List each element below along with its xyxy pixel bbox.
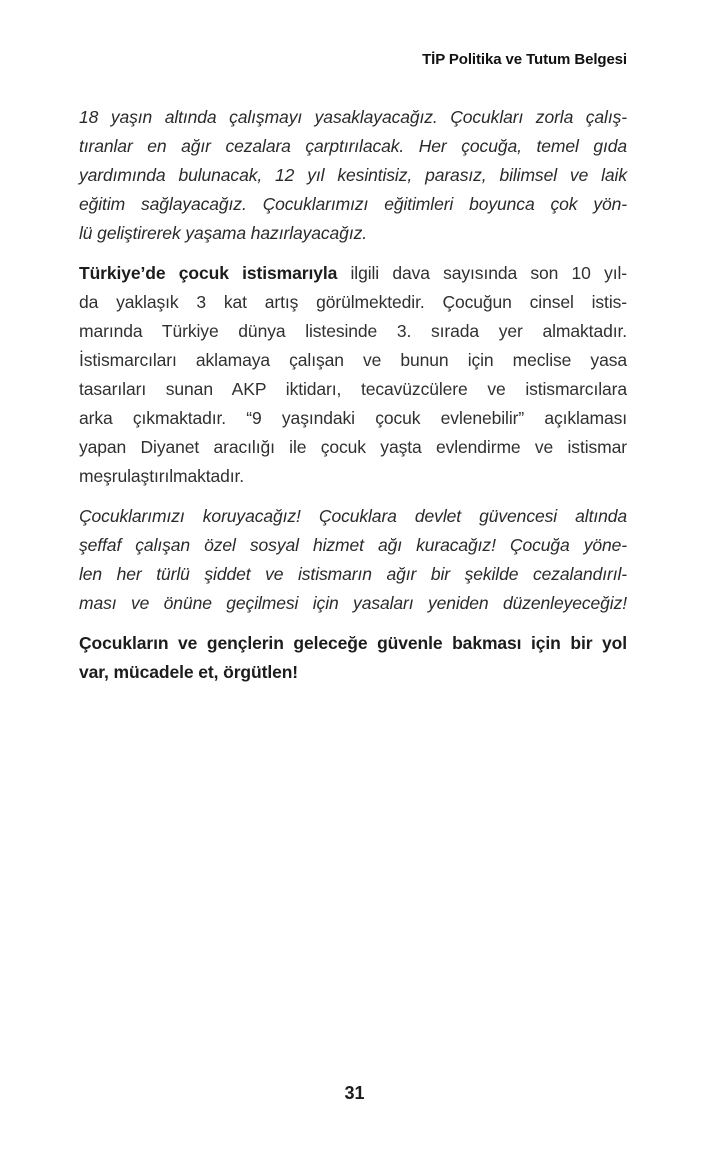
page-number: 31: [344, 1083, 365, 1103]
text-line: İstismarcıları aklamaya çalışan ve bunun için meclise yasa: [79, 350, 627, 370]
text-line: arka çıkmaktadır. “9 yaşındaki çocuk evlenebilir” açıklaması: [79, 408, 627, 428]
text-line: len her türlü şiddet ve istismarın ağır bir şekilde cezalandırıl-: [79, 564, 627, 584]
text-line: yapan Diyanet aracılığı ile çocuk yaşta evlendirme ve istismar: [79, 437, 627, 457]
bold-lead-text: Türkiye’de çocuk istismarıyla: [79, 263, 338, 283]
text-line: lü geliştirerek yaşama hazırlayacağız.: [79, 223, 367, 243]
text-line: Çocukların ve gençlerin geleceğe güvenle bakması için bir yol: [79, 633, 627, 653]
paragraph: [79, 103, 627, 248]
running-header: TİP Politika ve Tutum Belgesi: [422, 51, 627, 68]
text-line: tıranlar en ağır cezalara çarptırılacak. Her çocuğa, temel gıda: [79, 136, 627, 156]
paragraph: [79, 502, 627, 618]
text-line: meşrulaştırılmaktadır.: [79, 466, 245, 486]
body-text: [79, 103, 627, 687]
text-line: da yaklaşık 3 kat artış görülmektedir. Çocuğun cinsel istis-: [79, 292, 627, 312]
text-line: tasarıları sunan AKP iktidarı, tecavüzcülere ve istismarcılara: [79, 379, 627, 399]
text-line: var, mücadele et, örgütlen!: [79, 662, 299, 682]
text-line: şeffaf çalışan özel sosyal hizmet ağı kuracağız! Çocuğa yöne-: [79, 535, 627, 555]
text-line: Çocuklarımızı koruyacağız! Çocuklara devlet güvencesi altında: [79, 506, 627, 526]
text-line: ması ve önüne geçilmesi için yasaları yeniden düzenleyeceğiz!: [79, 593, 627, 613]
paragraph: [79, 629, 627, 687]
text-line: eğitim sağlayacağız. Çocuklarımızı eğitimleri boyunca çok yön-: [79, 194, 627, 214]
text-line: marında Türkiye dünya listesinde 3. sırada yer almaktadır.: [79, 321, 627, 341]
text-line: 18 yaşın altında çalışmayı yasaklayacağız. Çocukları zorla çalış-: [79, 107, 627, 127]
paragraph: [79, 259, 627, 491]
text-line: yardımında bulunacak, 12 yıl kesintisiz, parasız, bilimsel ve laik: [79, 165, 627, 185]
text-line: Türkiye’de çocuk istismarıyla ilgili dava sayısında son 10 yıl-: [79, 263, 627, 283]
